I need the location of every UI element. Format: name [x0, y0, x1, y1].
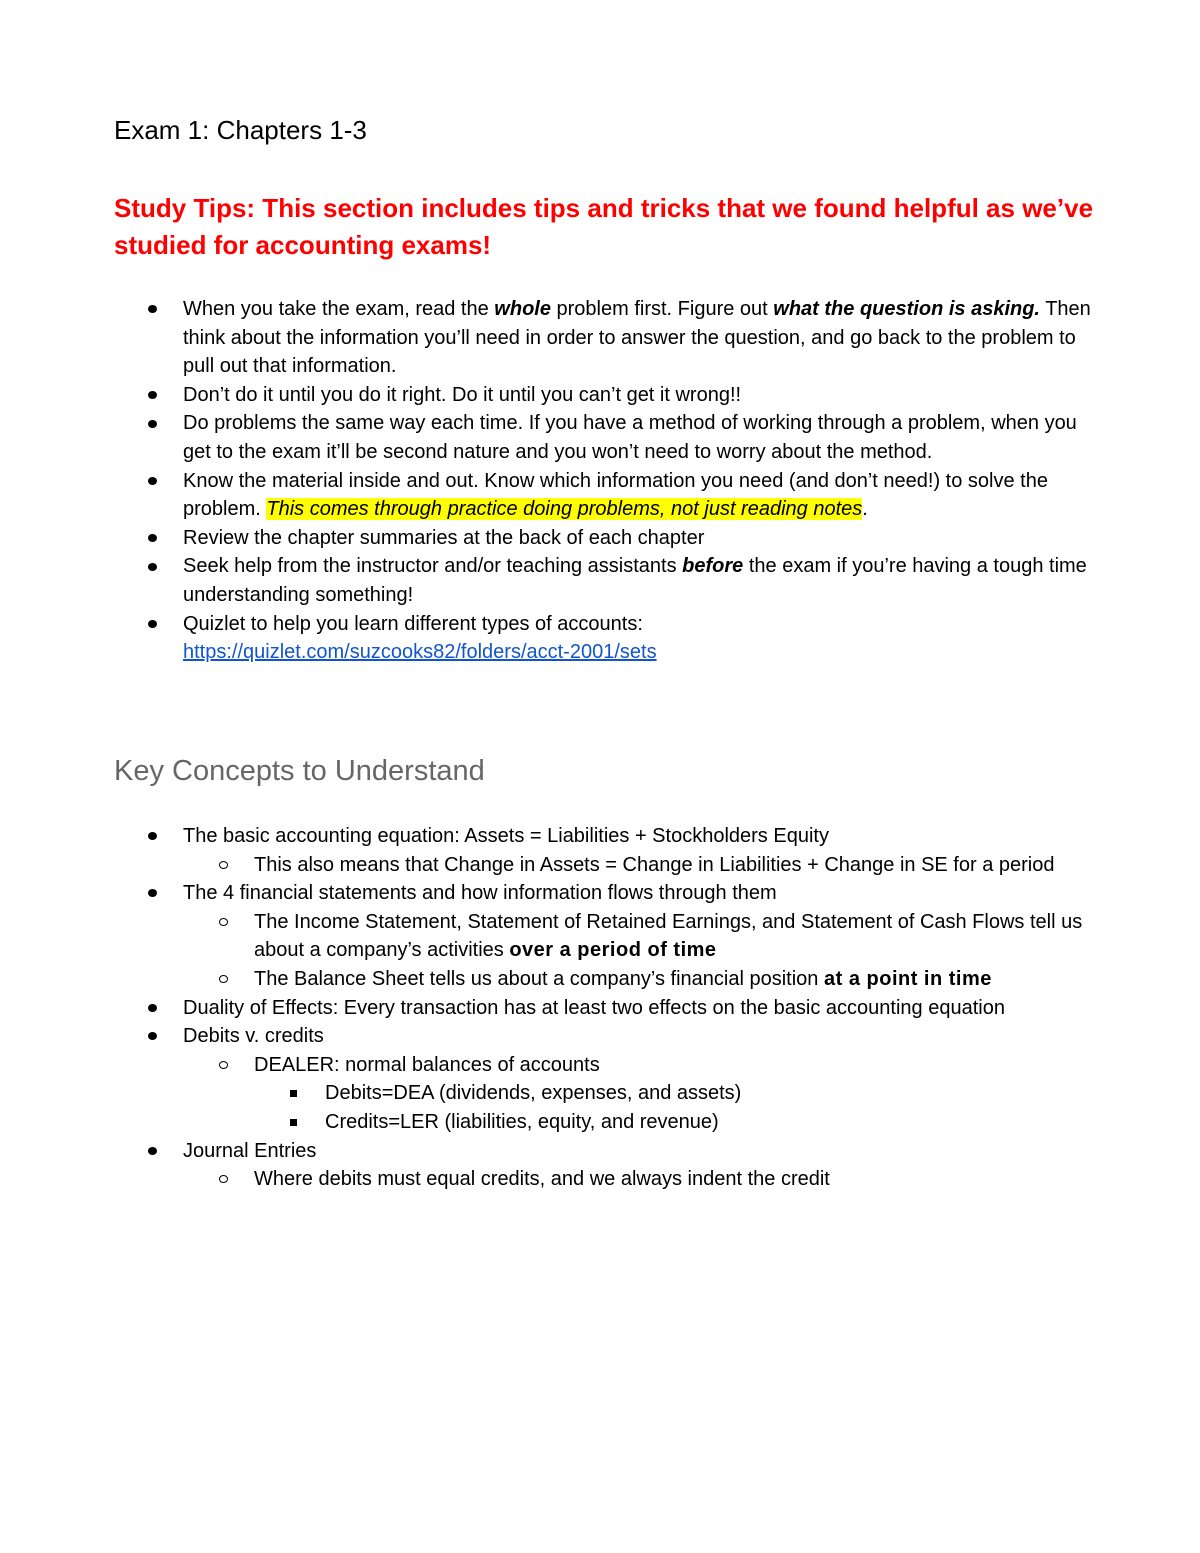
highlighted-text: This comes through practice doing problems, not just reading notes	[266, 498, 863, 521]
list-item	[0, 1165, 1094, 1194]
list-item	[0, 552, 1093, 609]
concept-text: The basic accounting equation: Assets = Liabilities + Stockholders Equity	[183, 825, 829, 847]
list-item	[0, 994, 1093, 1023]
list-item	[0, 524, 1093, 553]
concept-emphasis: over a period of time	[509, 939, 717, 962]
list-item	[0, 908, 1094, 965]
list-item	[0, 610, 1093, 667]
concept-text: The 4 financial statements and how information flows through them	[183, 882, 777, 905]
bullet-circle-icon	[219, 1051, 228, 1080]
concept-text: Debits v. credits	[183, 1025, 324, 1048]
list-item	[0, 879, 1093, 908]
bullet-dot-icon	[148, 1022, 157, 1051]
bullet-dot-icon	[148, 610, 157, 639]
list-item	[0, 1137, 1093, 1166]
bullet-circle-icon	[219, 851, 228, 880]
concept-text: The Balance Sheet tells us about a company’s financial position	[254, 967, 824, 990]
bullet-circle-icon	[219, 908, 228, 937]
list-item	[0, 467, 1093, 524]
concept-text: Debits=DEA (dividends, expenses, and assets)	[325, 1082, 742, 1105]
list-item	[0, 851, 1094, 880]
concept-text: The Income Statement, Statement of Retained Earnings, and Statement of Cash Flows tell us about a company’s activities	[254, 910, 1083, 962]
tip-text: the exam if you’re having a tough time understanding something!	[183, 555, 1087, 606]
list-item	[0, 295, 1093, 381]
list-item	[0, 1079, 1095, 1108]
key-concepts-list	[0, 822, 1200, 1194]
concept-text: Duality of Effects: Every transaction has at least two effects on the basic accounting equation	[183, 996, 1005, 1019]
bullet-dot-icon	[148, 381, 157, 410]
bullet-dot-icon	[148, 879, 157, 908]
quizlet-link[interactable]: https://quizlet.com/suzcooks82/folders/acct-2001/sets	[183, 641, 657, 664]
tip-text: Know the material inside and out. Know which information you need (and don’t need!) to solve the problem.	[183, 469, 1048, 521]
tip-emphasis: what the question is asking.	[773, 298, 1040, 320]
section-heading: Key Concepts to Understand	[114, 755, 485, 787]
tip-emphasis: before	[682, 555, 744, 578]
list-item	[0, 1108, 1095, 1137]
tip-text: Quizlet to help you learn different types of accounts:	[183, 612, 643, 635]
bullet-circle-icon	[219, 965, 228, 994]
tip-text: Then think about the information you’ll need in order to answer the question, and go back to the problem to pull out that information.	[183, 298, 1091, 378]
tip-text: Seek help from the instructor and/or teaching assistants	[183, 555, 683, 578]
list-item	[0, 409, 1093, 466]
bullet-square-icon	[290, 1108, 297, 1137]
bullet-dot-icon	[148, 552, 157, 581]
concept-text: DEALER: normal balances of accounts	[254, 1053, 600, 1076]
bullet-dot-icon	[148, 409, 157, 438]
tip-text: .	[862, 498, 868, 521]
concept-text: This also means that Change in Assets = Change in Liabilities + Change in SE for a period	[254, 853, 1055, 876]
list-item	[0, 822, 1093, 851]
bullet-circle-icon	[219, 1165, 228, 1194]
bullet-dot-icon	[148, 822, 157, 851]
tip-text: problem first. Figure out	[550, 298, 774, 320]
concept-text: Credits=LER (liabilities, equity, and revenue)	[325, 1110, 719, 1133]
bullet-dot-icon	[148, 524, 157, 553]
concept-text: Journal Entries	[183, 1139, 317, 1162]
study-tips-intro: Study Tips: This section includes tips and tricks that we found helpful as we’ve studied for accounting exams!	[114, 193, 1094, 260]
bullet-dot-icon	[148, 467, 157, 496]
list-item	[0, 381, 1093, 410]
tip-text: Review the chapter summaries at the back of each chapter	[183, 526, 705, 549]
page-title: Exam 1: Chapters 1-3	[114, 115, 367, 145]
tip-text: When you take the exam, read the	[183, 298, 495, 320]
bullet-dot-icon	[148, 1137, 157, 1166]
list-item	[0, 1022, 1093, 1051]
list-item	[0, 1051, 1094, 1080]
bullet-square-icon	[290, 1079, 297, 1108]
study-tips-list	[0, 295, 1200, 667]
tip-text: Do problems the same way each time. If you have a method of working through a problem, when you get to the exam it’ll be second nature and you won’t need to worry about the method.	[183, 412, 1077, 463]
concept-emphasis: at a point in time	[823, 967, 992, 990]
bullet-dot-icon	[148, 295, 157, 324]
list-item	[0, 965, 1094, 994]
tip-text: Don’t do it until you do it right. Do it until you can’t get it wrong!!	[183, 383, 742, 406]
tip-emphasis: whole	[494, 298, 551, 320]
concept-text: Where debits must equal credits, and we always indent the credit	[254, 1168, 830, 1191]
bullet-dot-icon	[148, 994, 157, 1023]
